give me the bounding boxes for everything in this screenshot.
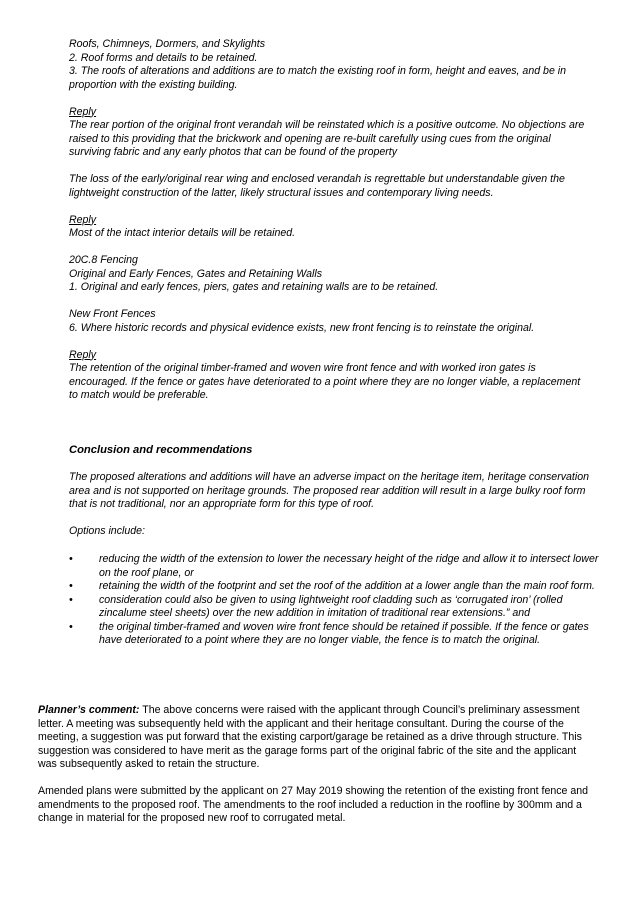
bullet-icon: • — [69, 620, 73, 633]
options-label: Options include: — [69, 525, 145, 537]
conclusion-heading: Conclusion and recommendations — [69, 444, 253, 456]
fencing-rule-1: 1. Original and early fences, piers, gates and retaining walls are to be retained. — [69, 281, 439, 293]
bullet-icon: • — [69, 553, 73, 565]
options-list — [69, 553, 599, 648]
reply-text: Most of the intact interior details will be retained. — [69, 227, 296, 239]
bullet-icon: • — [69, 580, 73, 592]
bullet-icon: • — [69, 593, 73, 606]
reply-fence — [69, 349, 589, 403]
option-text: consideration could also be given to using lightweight roof cladding such as ‘corrugated iron’ (rolled zincalume steel sheets) over the new addition in imitation of traditional rear extensions.” and — [99, 593, 563, 619]
roofs-rule-2: 2. Roof forms and details to be retained. — [69, 51, 258, 64]
conclusion-paragraph: The proposed alterations and additions will have an adverse impact on the heritage item, heritage conservation area and is not supported on heritage grounds. The proposed rear addition will result in a large bulky roof form that is not traditional, nor an appropriate form for this type of roof. — [69, 471, 589, 510]
planner-comment-text: The above concerns were raised with the applicant through Council’s preliminary assessment letter. A meeting was subsequently held with the applicant and their heritage consultant. During the course of the meeting, a suggestion was put forward that the existing carport/garage be retained as a drive through structure. This suggestion was considered to have merit as the garage forms part of the original fabric of the site and the applicant was subsequently asked to retain the structure. — [38, 704, 582, 770]
heritage-section — [69, 38, 589, 416]
reply-label: Reply — [69, 105, 97, 118]
option-item — [69, 621, 599, 648]
option-text: reducing the width of the extension to lower the necessary height of the ridge and allow it to intersect lower on the roof plane, or — [99, 553, 599, 579]
option-item — [69, 580, 599, 594]
rear-wing-paragraph: The loss of the early/original rear wing and enclosed verandah is regrettable but understandable given the lightweight construction of the latter, likely structural issues and contemporary living needs. — [69, 173, 565, 199]
roofs-rule-3: 3. The roofs of alterations and additions are to match the existing roof in form, height and eaves, and be in proportion with the existing building. — [69, 65, 567, 91]
reply-text: The retention of the original timber-framed and woven wire front fence and with worked iron gates is encouraged. If the fence or gates have deteriorated to a point where they are no longer viable, a replacement to match would be preferable. — [69, 362, 581, 401]
fencing-block — [69, 254, 589, 295]
new-fences-block — [69, 308, 589, 335]
new-fences-rule-6: 6. Where historic records and physical evidence exists, new front fencing is to reinstate the original. — [69, 321, 535, 334]
roofs-block — [69, 38, 589, 92]
reply-interior — [69, 214, 589, 241]
reply-label: Reply — [69, 213, 97, 226]
conclusion-section — [69, 444, 589, 552]
reply-text: The rear portion of the original front verandah will be reinstated which is a positive outcome. No objections are raised to this providing that the brickwork and opening are re-built carefully using cues from the original surviving fabric and any early photos that can be found of the property — [69, 119, 585, 158]
fencing-subheading: Original and Early Fences, Gates and Retaining Walls — [69, 267, 323, 280]
amended-plans-paragraph: Amended plans were submitted by the applicant on 27 May 2019 showing the retention of the existing front fence and amendments to the proposed roof. The amendments to the roof included a reduction in the roofline by 300mm and a change in material for the proposed new roof to corrugated metal. — [38, 785, 589, 824]
fencing-code: 20C.8 Fencing — [69, 254, 138, 266]
reply-label: Reply — [69, 348, 97, 361]
planner-section — [38, 704, 598, 826]
option-text: retaining the width of the footprint and set the roof of the addition at a lower angle than the main roof form. — [99, 580, 595, 592]
planner-comment-lead: Planner’s comment: — [38, 704, 140, 716]
new-fences-heading: New Front Fences — [69, 308, 156, 320]
roofs-heading: Roofs, Chimneys, Dormers, and Skylights — [69, 38, 266, 50]
planner-comment — [38, 704, 598, 772]
option-item — [69, 553, 599, 580]
reply-verandah — [69, 106, 589, 160]
option-text: the original timber-framed and woven wire front fence should be retained if possible. If the fence or gates have deteriorated to a point where they are no longer viable, the fence is to match the original. — [99, 620, 589, 646]
option-item — [69, 594, 599, 621]
